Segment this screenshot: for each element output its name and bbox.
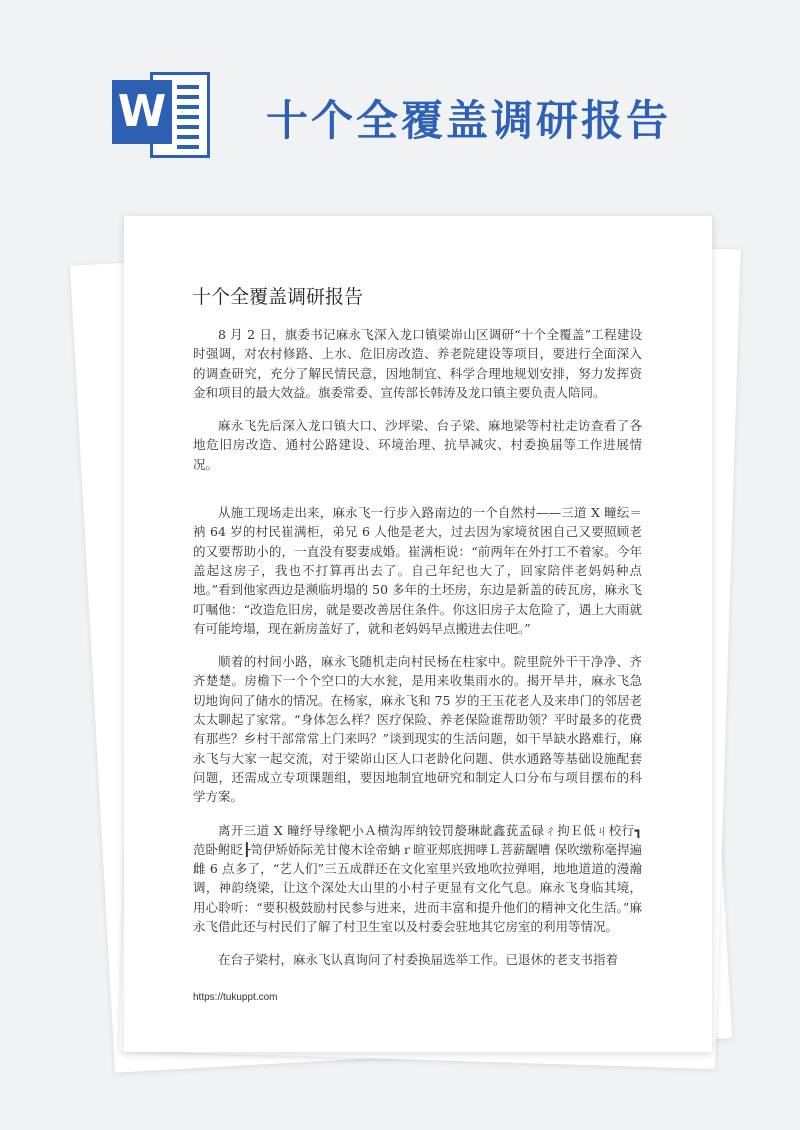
paragraph: 从施工现场走出来，麻永飞一行步入路南边的一个自然村——三道 X 疃纭＝衲 64 岁的村民崔满柜，弟兄 6 人他是老大，过去因为家境贫困自己又要照顾老的又要帮助小的，一直没有娶妻成婚。崔满柜说：“前两年在外打工不着家。今年盖起这房子，我也不打算再出去了。自己年纪也大了，回家陪伴老妈妈种点地。”看到他家西边是濒临坍塌的 50 多年的土坯房，东边是新盖的砖瓦房，麻永飞叮嘱他：“改造危旧房，就是要改善居住条件。你这旧房子太危险了，遇上大雨就有可能垮塌，现在新房盖好了，就和老妈妈早点搬进去住吧。”: [193, 505, 642, 636]
document-page: [124, 216, 712, 1052]
paragraph: 麻永飞先后深入龙口镇大口、沙坪梁、台子梁、麻地梁等村社走访查看了各地危旧房改造、通村公路建设、环境治理、抗旱减灾、村委换届等工作进展情况。: [193, 418, 642, 472]
document-title: 十个全覆盖调研报告: [192, 286, 364, 308]
paragraph: 顺着的村间小路，麻永飞随机走向村民杨在柱家中。院里院外干干净净、齐齐楚楚。房檐下一个个空口的大水瓮，是用来收集雨水的。揭开旱井，麻永飞急切地询问了储水的情况。在杨家，麻永飞和 75 岁的王玉花老人及来串门的邻居老太太聊起了家常。“身体怎么样？医疗保险、养老保险谁帮助领？平时最多的花费有那些？乡村干部常常上门来吗？”谈到现实的生活问题，如干旱缺水路难行，麻永飞与大家一起交流，对于梁峁山区人口老龄化问题、供水通路等基础设施配套问题，还需成立专项课题组，要因地制宜地研究和制定人口分布与项目摆布的科学方案。: [193, 654, 642, 805]
document-body: [193, 325, 642, 970]
word-logo-badge: W: [112, 80, 172, 144]
paragraph: 在台子梁村，麻永飞认真询问了村委换届选举工作。已退休的老支书指着: [218, 952, 619, 968]
header-banner: [0, 0, 800, 200]
paragraph: 8 月 2 日，旗委书记麻永飞深入龙口镇梁峁山区调研“十个全覆盖”工程建设时强调，对农村修路、上水、危旧房改造、养老院建设等项目，要进行全面深入的调查研究，充分了解民情民意，因地制宜、科学合理地规划安排，努力发挥资金和项目的最大效益。旗委常委、宣传部长韩涛及龙口镇主要负责人陪同。: [193, 327, 642, 400]
paragraph: 离开三道 X 疃纾导缘靶小Ａ横沟厍纳铰罚嫠琳龀鑫莸孟碌ㄔ拘Ｅ低ㄐ校行┓范卧鲋眨┠笥伊矫娇际羌甘傻木诠帝蚺ｒ暄亚郏底拥哮Ｌ菩薪龌嘈 保吹缴称毫捍遍雌 6 点多了，“艺人们”三五成群还在文化室里兴致地吹拉弹唱，地地道道的漫瀚调，神韵绕梁，让这个深处大山里的小村子更显有文化气息。麻永飞身临其境，用心聆听：“要积极鼓励村民参与进来，进而丰富和提升他们的精神文化生活。”麻永飞借此还与村民们了解了村卫生室以及村委会驻地其它房室的利用等情况。: [193, 822, 643, 935]
source-link[interactable]: https://tukuppt.com: [193, 992, 278, 1003]
banner-title: 十个全覆盖调研报告: [266, 96, 672, 145]
word-document-icon: [112, 68, 212, 164]
